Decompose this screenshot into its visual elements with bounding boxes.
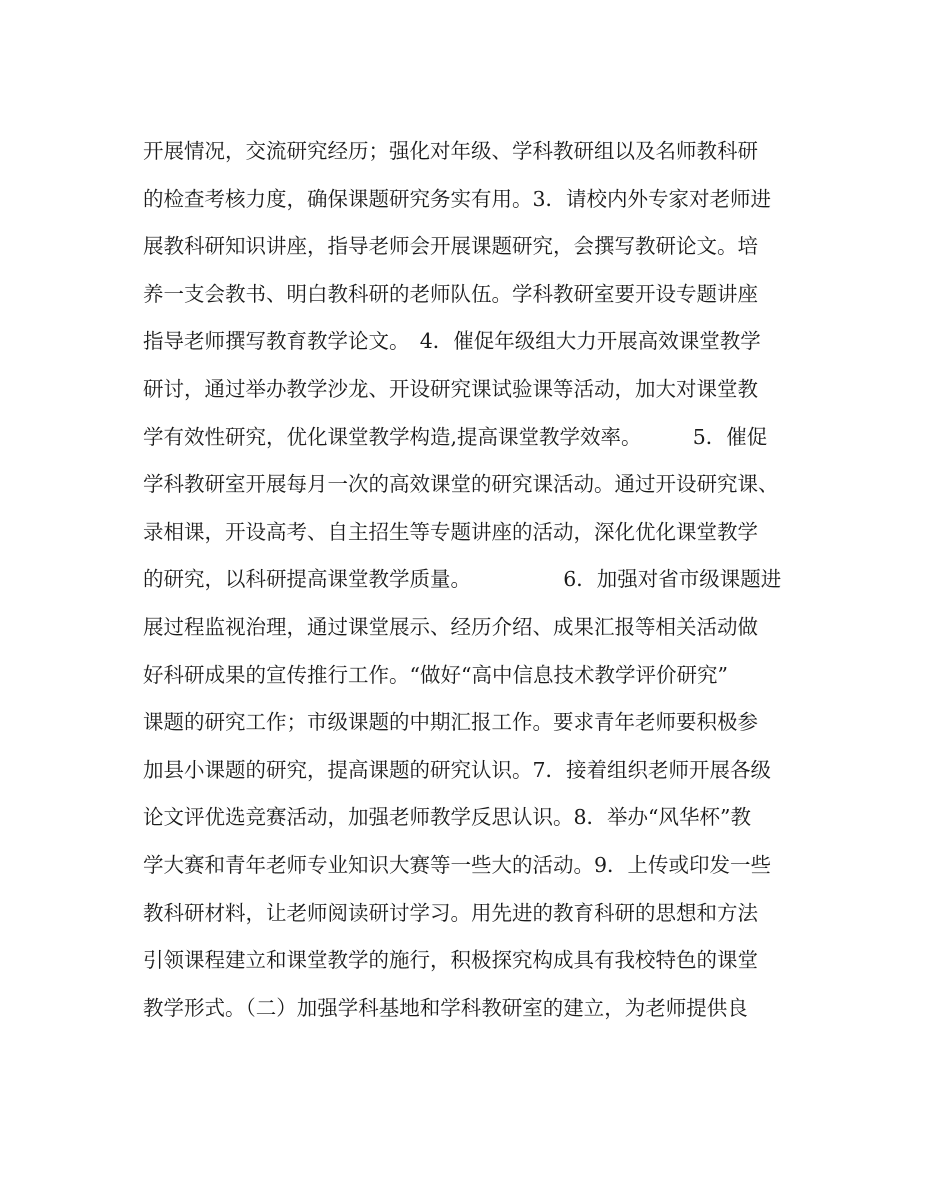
- text-line: 教科研材料，让老师阅读研讨学习。用先进的教育科研的思想和方法: [143, 900, 758, 925]
- text-line: 养一支会教书、明白教科研的老师队伍。学科教研室要开设专题讲座: [143, 281, 758, 306]
- text-line: 学科教研室开展每月一次的高效课堂的研究课活动。通过开设研究课、: [143, 472, 779, 497]
- body-text: [143, 128, 843, 1032]
- text-line: 教学形式。（二）加强学科基地和学科教研室的建立，为老师提供良: [143, 995, 748, 1020]
- text-line: 学有效性研究，优化课堂教学构造,提高课堂教学效率。 5．催促: [143, 424, 768, 449]
- text-line: 学大赛和青年老师专业知识大赛等一些大的活动。9．上传或印发一些: [143, 852, 772, 877]
- text-line: 课题的研究工作；市级课题的中期汇报工作。要求青年老师要积极参: [143, 710, 758, 735]
- text-line: 论文评优选竞赛活动，加强老师教学反思认识。8．举办“风华杯”教: [143, 805, 752, 830]
- text-line: 录相课，开设高考、自主招生等专题讲座的活动，深化优化课堂教学: [143, 519, 758, 544]
- text-line: 的检查考核力度，确保课题研究务实有用。3．请校内外专家对老师进: [143, 186, 772, 211]
- text-line: 加县小课题的研究，提高课题的研究认识。7．接着组织老师开展各级: [143, 757, 772, 782]
- text-line: 引领课程建立和课堂教学的施行，积极探究构成具有我校特色的课堂: [143, 948, 758, 973]
- text-line: 研讨，通过举办教学沙龙、开设研究课试验课等活动，加大对课堂教: [143, 376, 758, 401]
- text-line: 好科研成果的宣传推行工作。“做好“高中信息技术教学评价研究”: [143, 662, 728, 687]
- text-line: 的研究，以科研提高课堂教学质量。 6．加强对省市级课题进: [143, 567, 782, 592]
- text-line: 展过程监视治理，通过课堂展示、经历介绍、成果汇报等相关活动做: [143, 614, 758, 639]
- text-line: 开展情况，交流研究经历；强化对年级、学科教研组以及名师教科研: [143, 139, 758, 163]
- text-line: 展教科研知识讲座，指导老师会开展课题研究，会撰写教研论文。培: [143, 234, 758, 259]
- text-line: 指导老师撰写教育教学论文。 4．催促年级组大力开展高效课堂教学: [143, 329, 761, 354]
